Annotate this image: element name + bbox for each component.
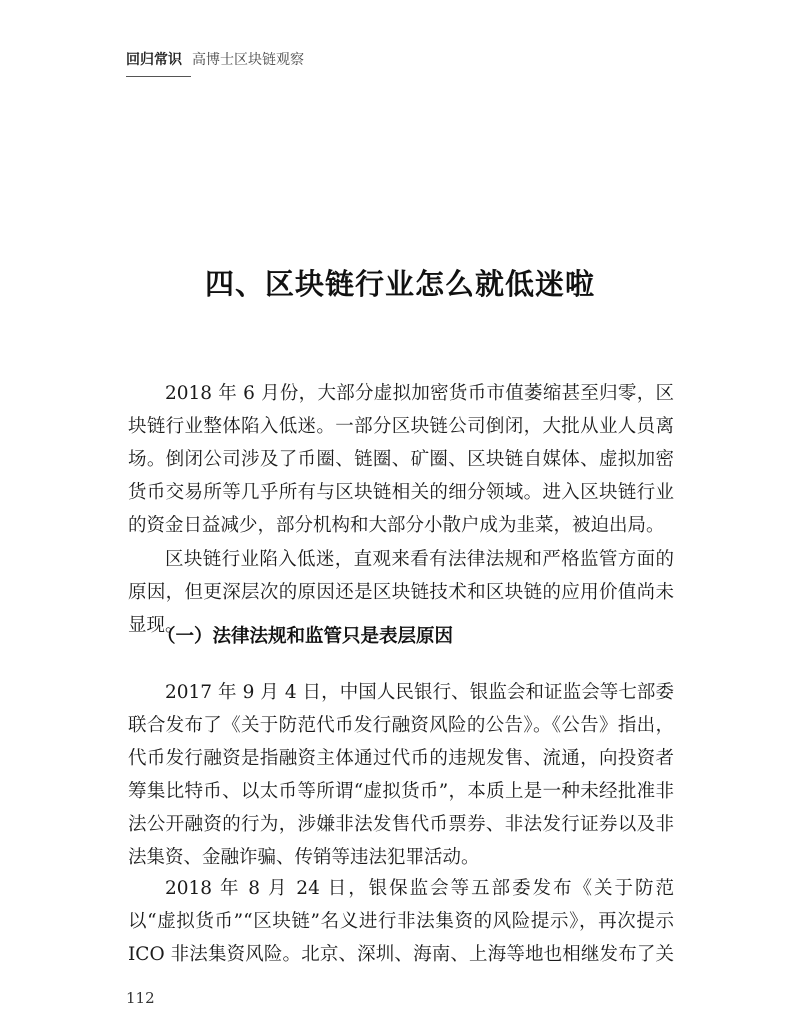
body-paragraph-1: 2018 年 6 月份，大部分虚拟加密货币市值萎缩甚至归零，区块链行业整体陷入低迷。一部分区块链公司倒闭，大批从业人员离场。倒闭公司涉及了币圈、链圈、矿圈、区块链自媒体、虚拟加密货币交易所等几乎所有与区块链相关的细分领域。进入区块链行业的资金日益减少，部分机构和大部分小散户成为韭菜，被迫出局。 — [128, 383, 674, 536]
running-header-book: 高博士区块链观察 — [192, 52, 304, 68]
running-header-part: 回归常识 — [126, 52, 182, 68]
header-rule — [126, 76, 191, 77]
body-paragraph-3: 2017 年 9 月 4 日，中国人民银行、银监会和证监会等七部委联合发布了《关于防范代币发行融资风险的公告》。《公告》指出，代币发行融资是指融资主体通过代币的违规发售、流通，向投资者筹集比特币、以太币等所谓“虚拟货币”，本质上是一种未经批准非法公开融资的行为，涉嫌非法发售代币票券、非法发行证券以及非法集资、金融诈骗、传销等违法犯罪活动。 — [128, 682, 674, 868]
page-number: 112 — [126, 989, 155, 1007]
body-paragraph-2: 区块链行业陷入低迷，直观来看有法律法规和严格监管方面的原因，但更深层次的原因还是区块链技术和区块链的应用价值尚未显现。 — [128, 549, 674, 636]
section-heading: （一）法律法规和监管只是表层原因 — [157, 626, 454, 647]
running-header — [126, 50, 304, 70]
chapter-title: 四、区块链行业怎么就低迷啦 — [204, 267, 595, 302]
body-paragraph-4: 2018 年 8 月 24 日，银保监会等五部委发布《关于防范以“虚拟货币”“区块链”名义进行非法集资的风险提示》，再次提示 ICO 非法集资风险。北京、深圳、海南、上海等地也相继发布了关 — [128, 878, 674, 965]
